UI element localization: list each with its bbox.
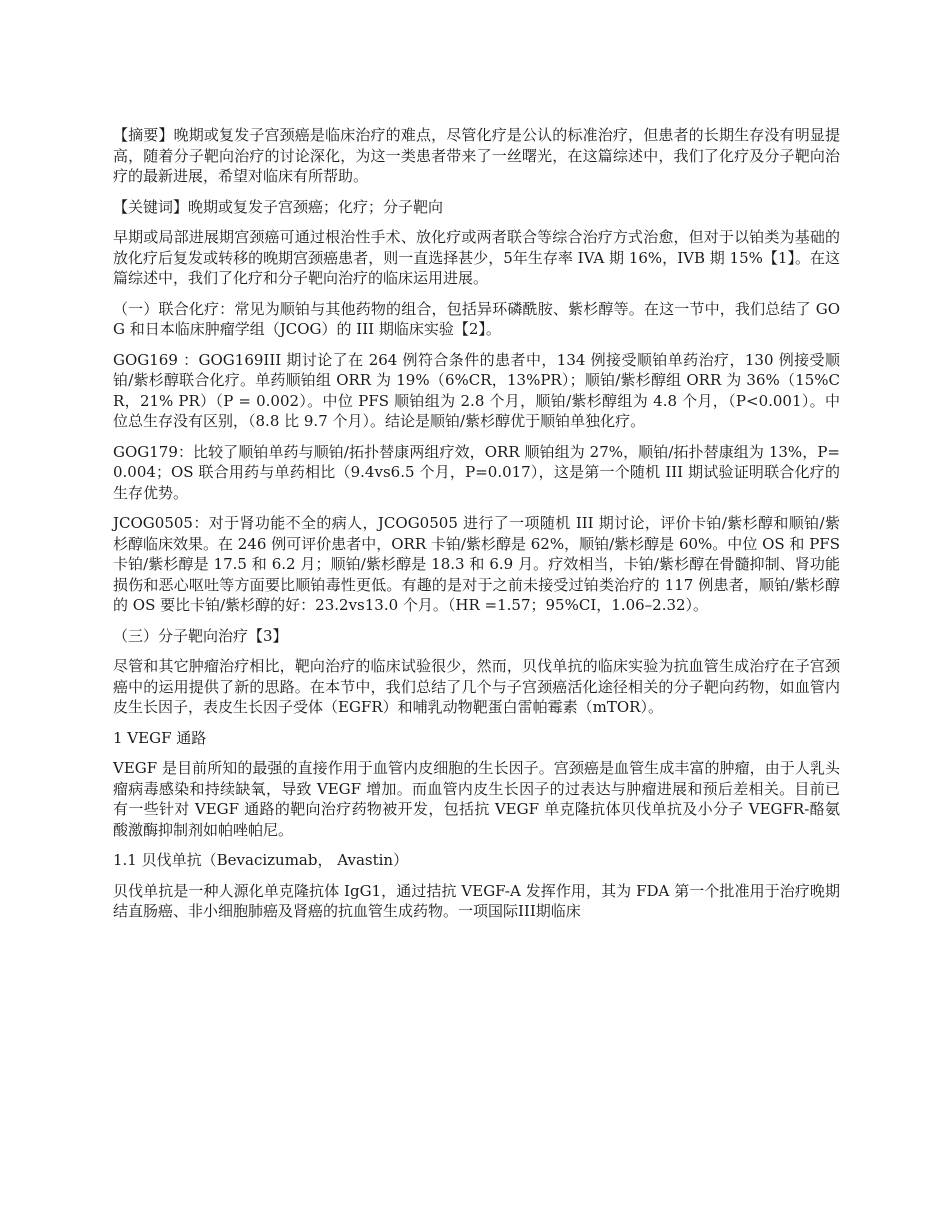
heading-bevacizumab: 1.1 贝伐单抗（Bevacizumab， Avastin） [113,851,409,869]
section-combination-chemo: （一）联合化疗：常见为顺铂与其他药物的组合，包括异环磷酰胺、紫杉醇等。在这一节中，我们总结了 GOG 和日本临床肿瘤学组（JCOG）的 III 期临床实验【2】。 [113,299,840,338]
gog169-paragraph: GOG169 ：GOG169III 期讨论了在 264 例符合条件的患者中，134 例接受顺铂单药治疗，130 例接受顺铂/紫杉醇联合化疗。单药顺铂组 ORR 为 19%（6%CR，13%PR）；顺铂/紫杉醇组 ORR 为 36%（15%CR，21% PR）（P = 0.002）。中位 PFS 顺铂组为 2.8 个月，顺铂/紫杉醇组为 4.8 个月，（P<0.001）。中位总生存没有区别，（8.8 比 9.7 个月）。结论是顺铂/紫杉醇优于顺铂单独化疗。 [113,350,840,430]
abstract-paragraph: 【摘要】晚期或复发子宫颈癌是临床治疗的难点，尽管化疗是公认的标准治疗，但患者的长期生存没有明显提高，随着分子靶向治疗的讨论深化，为这一类患者带来了一丝曙光，在这篇综述中，我们了化疗及分子靶向治疗的最新进展，希望对临床有所帮助。 [113,126,840,185]
bevacizumab-paragraph: 贝伐单抗是一种人源化单克隆抗体 IgG1，通过拮抗 VEGF-A 发挥作用，其为 FDA 第一个批准用于治疗晚期结直肠癌、非小细胞肺癌及肾癌的抗血管生成药物。一项国际III期临床 [113,881,840,920]
document-body [113,125,840,932]
vegf-paragraph: VEGF 是目前所知的最强的直接作用于血管内皮细胞的生长因子。宫颈癌是血管生成丰富的肿瘤，由于人乳头瘤病毒感染和持续缺氧，导致 VEGF 增加。而血管内皮生长因子的过表达与肿瘤进展和预后差相关。目前已有一些针对 VEGF 通路的靶向治疗药物被开发，包括抗 VEGF 单克隆抗体贝伐单抗及小分子 VEGFR-酪氨酸激酶抑制剂如帕唑帕尼。 [113,759,840,839]
targeted-therapy-paragraph: 尽管和其它肿瘤治疗相比，靶向治疗的临床试验很少，然而，贝伐单抗的临床实验为抗血管生成治疗在子宫颈癌中的运用提供了新的思路。在本节中，我们总结了几个与子宫颈癌活化途径相关的分子靶向药物，如血管内皮生长因子，表皮生长因子受体（EGFR）和哺乳动物靶蛋白雷帕霉素（mTOR）。 [113,657,840,716]
jcog0505-paragraph: JCOG0505：对于肾功能不全的病人，JCOG0505 进行了一项随机 III 期讨论，评价卡铂/紫杉醇和顺铂/紫杉醇临床效果。在 246 例可评价患者中，ORR 卡铂/紫杉醇是 62%，顺铂/紫杉醇是 60%。中位 OS 和 PFS 卡铂/紫杉醇是 17.5 和 6.2 月；顺铂/紫杉醇是 18.3 和 6.9 月。疗效相当，卡铂/紫杉醇在骨髓抑制、肾功能损伤和恶心呕吐等方面要比顺铂毒性更低。有趣的是对于之前未接受过铂类治疗的 117 例患者，顺铂/紫杉醇的 OS 要比卡铂/紫杉醇的好：23.2vs13.0 个月。（HR =1.57；95%CI，1.06–2.32）。 [113,514,840,614]
section-targeted-therapy: （三）分子靶向治疗【3】 [113,626,288,645]
gog179-paragraph: GOG179：比较了顺铂单药与顺铂/拓扑替康两组疗效，ORR 顺铂组为 27%，顺铂/拓扑替康组为 13%，P=0.004；OS 联合用药与单药相比（9.4vs6.5 个月，P=0.017），这是第一个随机 III 期试验证明联合化疗的生存优势。 [113,442,840,502]
keywords-paragraph: 【关键词】晚期或复发子宫颈癌；化疗；分子靶向 [113,197,444,216]
intro-paragraph: 早期或局部进展期宫颈癌可通过根治性手术、放化疗或两者联合等综合治疗方式治愈，但对于以铂类为基础的放化疗后复发或转移的晚期宫颈癌患者，则一直选择甚少，5年生存率 IVA 期 16%，IVB 期 15%【1】。在这篇综述中，我们了化疗和分子靶向治疗的临床运用进展。 [113,228,840,287]
heading-vegf-pathway: 1 VEGF 通路 [113,728,207,747]
